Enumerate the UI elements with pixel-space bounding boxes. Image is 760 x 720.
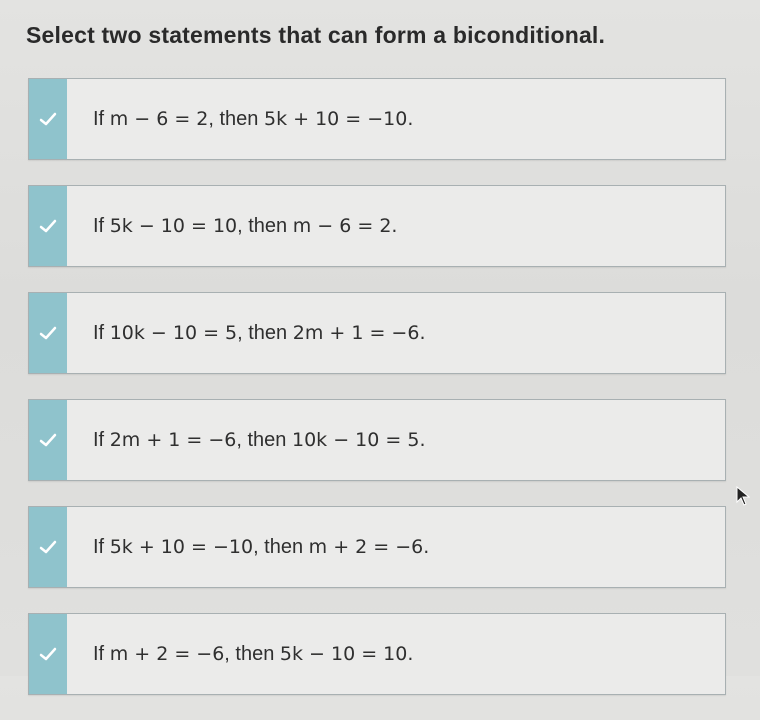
hypothesis-equation: 5k − 10 = 10 xyxy=(109,215,238,237)
check-icon xyxy=(39,111,57,127)
then-word: , then xyxy=(237,214,288,237)
conclusion-equation: m − 6 = 2. xyxy=(292,215,398,237)
option-statement xyxy=(67,79,725,159)
option-5[interactable] xyxy=(28,506,726,588)
option-2[interactable] xyxy=(28,185,726,267)
check-icon xyxy=(39,539,57,555)
option-statement xyxy=(67,400,725,480)
check-icon xyxy=(39,432,57,448)
option-statement xyxy=(67,507,725,587)
option-3[interactable] xyxy=(28,292,726,374)
prompt-text: Select two statements that can form a biconditional. xyxy=(26,22,606,48)
then-word: , then xyxy=(253,535,304,558)
hypothesis-equation: m − 6 = 2 xyxy=(109,108,209,130)
check-icon xyxy=(39,325,57,341)
check-tab[interactable] xyxy=(29,186,67,266)
option-6[interactable] xyxy=(28,613,726,695)
check-tab[interactable] xyxy=(29,400,67,480)
if-word: If xyxy=(93,428,105,451)
check-icon xyxy=(39,646,57,662)
option-4[interactable] xyxy=(28,399,726,481)
option-statement xyxy=(67,186,725,266)
option-1[interactable] xyxy=(28,78,726,160)
hypothesis-equation: 5k + 10 = −10 xyxy=(109,536,254,558)
check-tab[interactable] xyxy=(29,507,67,587)
conclusion-equation: 2m + 1 = −6. xyxy=(292,322,426,344)
conclusion-equation: 10k − 10 = 5. xyxy=(292,429,426,451)
option-statement xyxy=(67,293,725,373)
then-word: , then xyxy=(237,321,288,344)
hypothesis-equation: 10k − 10 = 5 xyxy=(109,322,238,344)
hypothesis-equation: 2m + 1 = −6 xyxy=(109,429,237,451)
check-icon xyxy=(39,218,57,234)
conclusion-equation: m + 2 = −6. xyxy=(308,536,430,558)
option-statement xyxy=(67,614,725,694)
if-word: If xyxy=(93,321,105,344)
if-word: If xyxy=(93,107,105,130)
mouse-pointer-icon xyxy=(736,486,750,506)
if-word: If xyxy=(93,214,105,237)
check-tab[interactable] xyxy=(29,293,67,373)
conclusion-equation: 5k + 10 = −10. xyxy=(263,108,414,130)
check-tab[interactable] xyxy=(29,614,67,694)
options-list xyxy=(28,78,726,720)
check-tab[interactable] xyxy=(29,79,67,159)
hypothesis-equation: m + 2 = −6 xyxy=(109,643,225,665)
if-word: If xyxy=(93,642,105,665)
conclusion-equation: 5k − 10 = 10. xyxy=(279,643,414,665)
if-word: If xyxy=(93,535,105,558)
then-word: , then xyxy=(208,107,259,130)
then-word: , then xyxy=(224,642,275,665)
then-word: , then xyxy=(236,428,287,451)
